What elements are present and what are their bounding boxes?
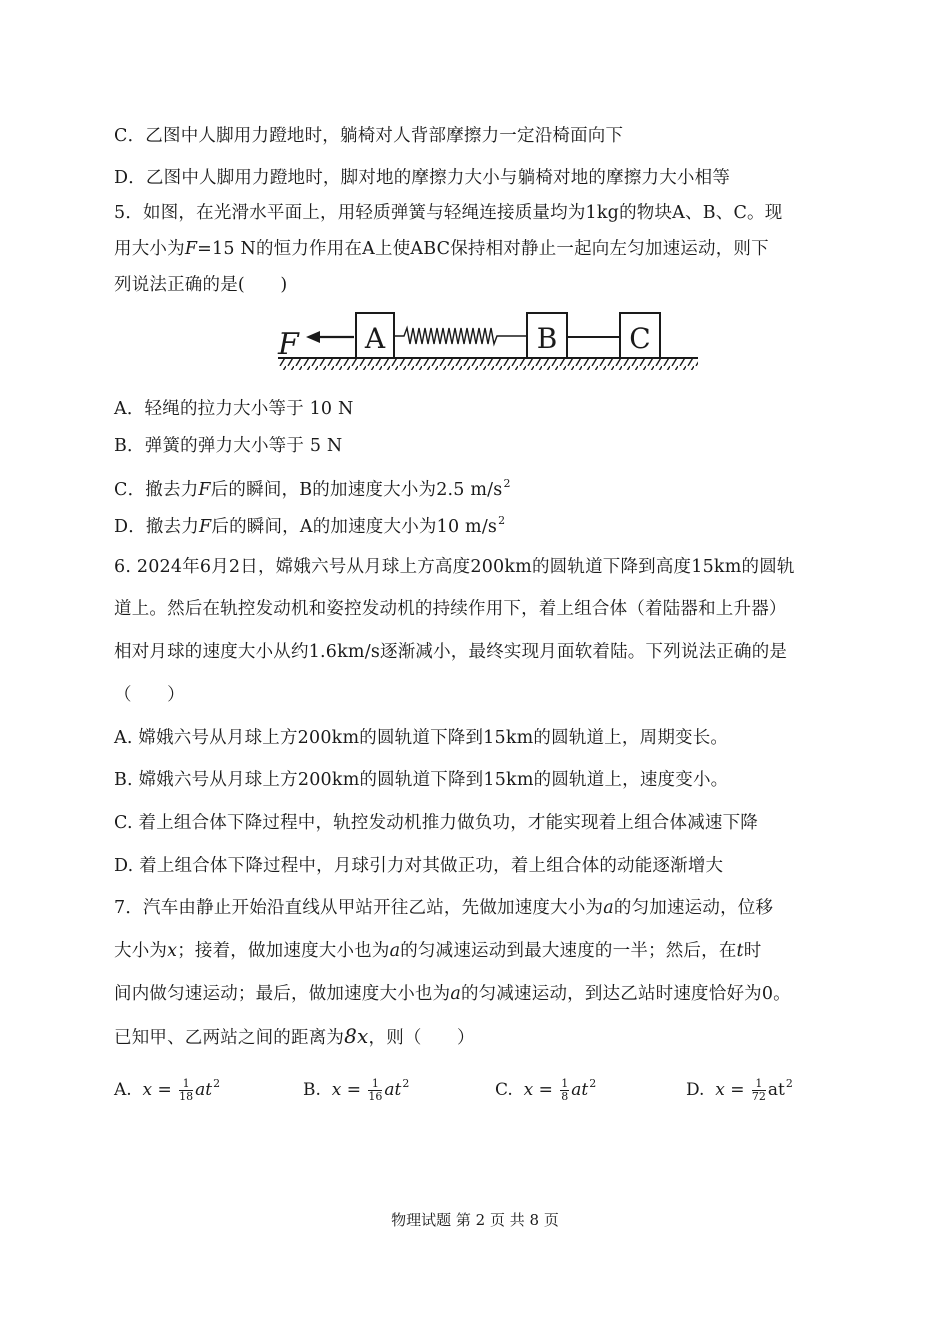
q5-option-b: B．弹簧的弹力大小等于 5 N [114, 436, 343, 456]
q5-figure-blocks-spring [270, 306, 700, 378]
fraction: $\frac{1}{72}$ [751, 1077, 766, 1103]
q5-option-c: C．撤去力F后的瞬间，B的加速度大小为2.5 $m/s^2$ [114, 477, 511, 500]
q7-choice-c: C. x = $\frac{1}{8}$ $at^2$ [495, 1077, 597, 1103]
q7-choice-d: D. x = $\frac{1}{72}$ $at^2$ [686, 1077, 793, 1103]
q6-option-a: A. 嫦娥六号从月球上方200km的圆轨道下降到15km的圆轨道上，周期变长。 [114, 728, 729, 748]
force-arrow-head [306, 331, 320, 343]
q7-stem-line3: 间内做匀速运动；最后，做加速度大小也为a的匀减速运动，到达乙站时速度恰好为0。 [114, 984, 791, 1004]
q7-stem-line4: 已知甲、乙两站之间的距离为8x，则（ ） [114, 1024, 475, 1048]
q5-stem-line2: 用大小为F=15 N的恒力作用在A上使ABC保持相对静止一起向左匀加速运动，则下 [114, 239, 769, 259]
block-b-label: B [536, 322, 558, 355]
fraction: $\frac{1}{16}$ [368, 1077, 383, 1103]
q7-choice-a: A. x = $\frac{1}{18}$ $at^2$ [114, 1077, 221, 1103]
q6-option-c: C. 着上组合体下降过程中，轨控发动机推力做负功，才能实现着上组合体减速下降 [114, 813, 758, 833]
q5-stem-line3: 列说法正确的是( ) [114, 275, 288, 295]
q7-stem-line2: 大小为x；接着，做加速度大小也为a的匀减速运动到最大速度的一半；然后，在t时 [114, 941, 762, 961]
q4-option-c: C．乙图中人脚用力蹬地时，躺椅对人背部摩擦力一定沿椅面向下 [114, 126, 624, 146]
q6-stem-line4: （ ） [114, 685, 185, 705]
q7-stem-line1: 7．汽车由静止开始沿直线从甲站开往乙站，先做加速度大小为a的匀加速运动，位移 [114, 898, 774, 918]
block-a-label: A [364, 322, 386, 355]
force-label: F [278, 327, 299, 362]
q5-option-a: A．轻绳的拉力大小等于 10 N [114, 399, 354, 419]
q5-option-d: D．撤去力F后的瞬间，A的加速度大小为10 $m/s^2$ [114, 514, 506, 537]
q6-option-b: B. 嫦娥六号从月球上方200km的圆轨道下降到15km的圆轨道上，速度变小。 [114, 770, 729, 790]
q4-option-d: D．乙图中人脚用力蹬地时，脚对地的摩擦力大小与躺椅对地的摩擦力大小相等 [114, 168, 731, 188]
q6-stem-line2: 道上。然后在轨控发动机和姿控发动机的持续作用下，着上组合体（着陆器和上升器） [114, 599, 787, 619]
q6-stem-line1: 6. 2024年6月2日，嫦娥六号从月球上方高度200km的圆轨道下降到高度15km的圆轨 [114, 557, 795, 577]
spring [394, 328, 527, 344]
force-variable: F [184, 239, 198, 259]
ground-hatching [278, 359, 698, 370]
q6-option-d: D. 着上组合体下降过程中，月球引力对其做正功，着上组合体的动能逐渐增大 [114, 856, 724, 876]
q7-choice-b: B. x = $\frac{1}{16}$ $at^2$ [303, 1077, 410, 1103]
q5-stem-line1: 5．如图，在光滑水平面上，用轻质弹簧与轻绳连接质量均为1kg的物块A、B、C。现 [114, 203, 783, 223]
fraction: $\frac{1}{8}$ [561, 1077, 569, 1103]
q6-stem-line3: 相对月球的速度大小从约1.6km/s逐渐减小，最终实现月面软着陆。下列说法正确的是 [114, 642, 788, 662]
block-c-label: C [629, 322, 651, 355]
page-footer: 物理试题 第 2 页 共 8 页 [391, 1211, 559, 1229]
fraction: $\frac{1}{18}$ [179, 1077, 194, 1103]
